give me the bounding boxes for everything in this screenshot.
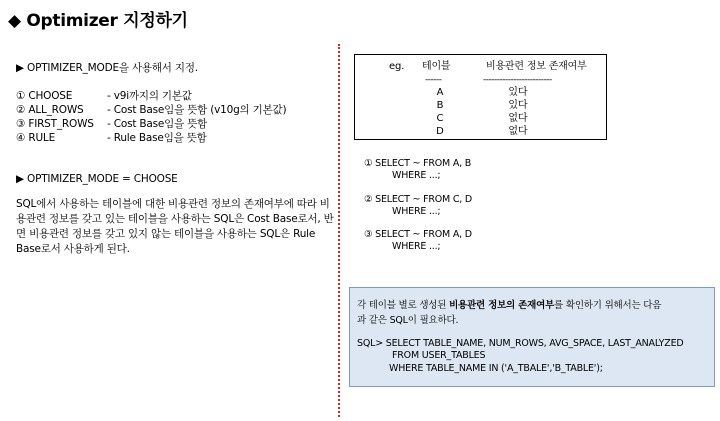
mode-name: ④ RULE [16, 132, 56, 144]
mode-desc: - Cost Base임을 뜻함 (v10g의 기본값) [107, 104, 287, 116]
column-header-table: 테이블 [422, 61, 451, 72]
eg-label: eg. [389, 61, 405, 72]
note-box [349, 287, 715, 387]
note-emphasis: 비용관련 정보의 존재여부 [449, 300, 555, 311]
mode-name: ② ALL_ROWS [16, 104, 84, 116]
table-cell: 있다 [508, 100, 528, 111]
query-line: ① SELECT ~ FROM A, B [364, 158, 472, 169]
query-line: WHERE ...; [392, 241, 441, 252]
sql-line: FROM USER_TABLES [392, 350, 486, 361]
table-cell: D [436, 126, 444, 137]
column-divider [338, 44, 340, 417]
query-line: WHERE ...; [392, 206, 441, 217]
table-cell: A [436, 87, 444, 98]
table-cell: C [436, 113, 444, 124]
table-cell: 있다 [508, 87, 528, 98]
note-line: 과 같은 SQL이 필요하다. [357, 315, 459, 326]
mode-desc: - v9i까지의 기본값 [107, 90, 192, 102]
note-line [357, 299, 661, 312]
column-header-stats: 비용관련 정보 존재여부 [486, 61, 587, 72]
table-cell: B [436, 100, 444, 111]
query-line: ② SELECT ~ FROM C, D [364, 194, 473, 205]
section-heading-optimizer-mode: ▶ OPTIMIZER_MODE을 사용해서 지정. [16, 62, 198, 74]
mode-desc: - Cost Base임을 뜻함 [107, 118, 208, 130]
note-text: 를 확인하기 위해서는 다음 [554, 300, 662, 311]
explanation-paragraph: SQL에서 사용하는 테이블에 대한 비용관련 정보의 존재여부에 따라 비용관련 정보를 갖고 있는 테이블을 사용하는 SQL은 Cost Base로서, 반면 비용관련 정보를 갖고 있지 않는 테이블을 사용하는 SQL은 Rule Base로서 사용하게 된다. [16, 198, 334, 255]
sql-line: WHERE TABLE_NAME IN ('A_TBALE','B_TABLE'); [389, 363, 603, 374]
mode-name: ① CHOOSE [16, 90, 73, 102]
note-text: 각 테이블 별로 생성된 [357, 300, 450, 311]
query-line: WHERE ...; [392, 170, 441, 181]
mode-desc: - Rule Base임을 뜻함 [107, 132, 207, 144]
example-table-box [354, 54, 607, 140]
section-heading-choose: ▶ OPTIMIZER_MODE = CHOOSE [16, 173, 178, 185]
header-underline: ------------------------- [483, 75, 552, 85]
table-cell: 없다 [508, 113, 528, 124]
header-underline: ------ [425, 75, 442, 85]
sql-line: SQL> SELECT TABLE_NAME, NUM_ROWS, AVG_SPACE, LAST_ANALYZED [357, 338, 684, 349]
page-title: ◆ Optimizer 지정하기 [8, 11, 188, 31]
table-cell: 없다 [508, 126, 528, 137]
mode-name: ③ FIRST_ROWS [16, 118, 94, 130]
query-line: ③ SELECT ~ FROM A, D [364, 229, 472, 240]
